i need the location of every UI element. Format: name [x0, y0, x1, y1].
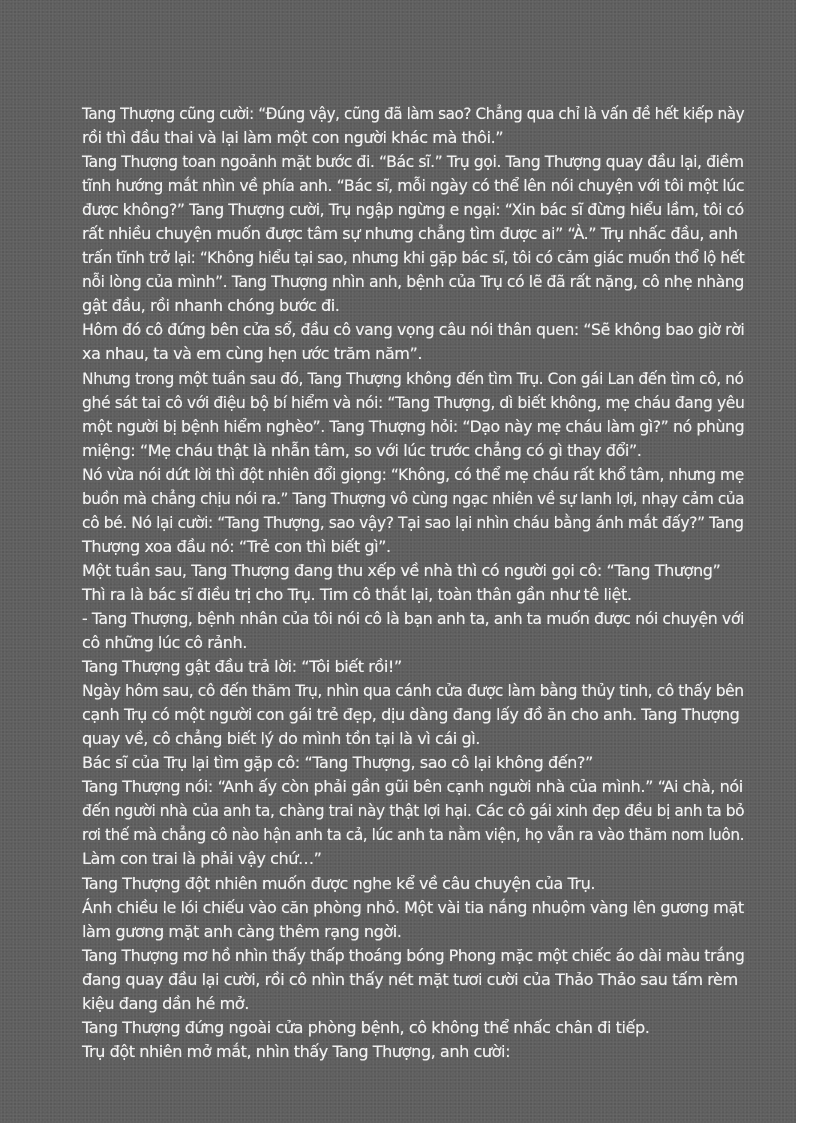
- text-line: miệng: “Mẹ cháu thật là nhẫn tâm, so với lúc trước chẳng có gì thay đổi”.: [82, 440, 642, 460]
- text-line: Tang Thượng đột nhiên muốn được nghe kể về câu chuyện của Trụ.: [82, 873, 596, 893]
- text-line: Bác sĩ của Trụ lại tìm gặp cô: “Tang Thượng, sao cô lại không đến?”: [82, 753, 593, 773]
- text-line: Tang Thượng cũng cười: “Đúng vậy, cũng đã làm sao? Chẳng qua chỉ là vấn đề hết kiếp này: [82, 104, 745, 123]
- text-line: Tang Thượng nói: “Anh ấy còn phải gần gũi bên cạnh người nhà của mình.” “Ai chà, nói: [82, 777, 743, 797]
- text-line: được không?” Tang Thượng cười, Trụ ngập ngừng e ngại: “Xin bác sĩ đừng hiểu lầm, tôi có: [82, 200, 744, 220]
- page-margin: [796, 0, 816, 1123]
- text-line: Thượng xoa đầu nó: “Trẻ con thì biết gì”.: [82, 536, 391, 556]
- text-line: rất nhiều chuyện muốn được tâm sự nhưng chẳng tìm được ai” “À.” Trụ nhấc đầu, anh: [82, 224, 738, 244]
- text-line: nỗi lòng của mình”. Tang Thượng nhìn anh, bệnh của Trụ có lẽ đã rất nặng, cô nhẹ nhàng: [82, 272, 744, 292]
- text-line: Thì ra là bác sĩ điều trị cho Trụ. Tim cô thắt lại, toàn thân gần như tê liệt.: [82, 584, 632, 604]
- text-line: Tang Thượng toan ngoảnh mặt bước đi. “Bác sĩ.” Trụ gọi. Tang Thượng quay đầu lại, điềm: [82, 152, 744, 172]
- text-line: Làm con trai là phải vậy chứ…”: [82, 849, 322, 869]
- text-line: làm gương mặt anh càng thêm rạng ngời.: [82, 921, 402, 941]
- text-line: tĩnh hướng mắt nhìn về phía anh. “Bác sĩ, mỗi ngày có thể lên nói chuyện với tôi một lúc: [82, 176, 745, 196]
- text-line: Tang Thượng đứng ngoài cửa phòng bệnh, cô không thể nhấc chân đi tiếp.: [82, 1017, 650, 1037]
- text-line: rơi thế mà chẳng cô nào hận anh ta cả, lúc anh ta nằm viện, họ vẫn ra vào thăm nom luôn.: [82, 825, 745, 845]
- text-line: cô bé. Nó lại cười: “Tang Thượng, sao vậy? Tại sao lại nhìn cháu bằng ánh mắt đấy?” Tang: [82, 512, 744, 532]
- text-line: Tang Thượng gật đầu trả lời: “Tôi biết rồi!”: [82, 657, 402, 677]
- text-line: buồn mà chẳng chịu nói ra.” Tang Thượng vô cùng ngạc nhiên về sự lanh lợi, nhạy cảm của: [82, 488, 745, 508]
- text-line: đang quay đầu lại cười, rồi cô nhìn thấy nét mặt tươi cười của Thảo Thảo sau tấm rèm: [82, 969, 738, 989]
- text-line: Nhưng trong một tuần sau đó, Tang Thượng không đến tìm Trụ. Con gái Lan đến tìm cô, nó: [82, 368, 744, 388]
- story-text: [82, 102, 745, 1064]
- text-line: xa nhau, ta và em cùng hẹn ước trăm năm”.: [82, 344, 423, 364]
- text-line: Ngày hôm sau, cô đến thăm Trụ, nhìn qua cánh cửa được làm bằng thủy tinh, cô thấy bên: [82, 681, 744, 701]
- text-line: rồi thì đầu thai và lại làm một con người khác mà thôi.”: [82, 128, 504, 148]
- text-line: Nó vừa nói dứt lời thì đột nhiên đổi giọng: “Không, có thể mẹ cháu rất khổ tâm, nhưng mẹ: [82, 464, 744, 484]
- text-line: Trụ đột nhiên mở mắt, nhìn thấy Tang Thượng, anh cười:: [82, 1041, 511, 1061]
- text-line: Hôm đó cô đứng bên cửa sổ, đầu cô vang vọng câu nói thân quen: “Sẽ không bao giờ rời: [82, 320, 745, 340]
- text-line: gật đầu, rồi nhanh chóng bước đi.: [82, 296, 340, 316]
- text-line: cô những lúc cô rảnh.: [82, 633, 247, 653]
- text-line: cạnh Trụ có một người con gái trẻ đẹp, dịu dàng đang lấy đồ ăn cho anh. Tang Thượng: [82, 705, 740, 725]
- text-line: Ánh chiều le lói chiếu vào căn phòng nhỏ. Một vài tia nắng nhuộm vàng lên gương mặt: [82, 897, 744, 917]
- text-line: Tang Thượng mơ hồ nhìn thấy thấp thoáng bóng Phong mặc một chiếc áo dài màu trắng: [82, 945, 745, 965]
- text-line: kiệu đang dần hé mở.: [82, 993, 249, 1013]
- text-line: - Tang Thượng, bệnh nhân của tôi nói cô là bạn anh ta, anh ta muốn được nói chuyện với: [82, 608, 744, 628]
- text-line: một người bị bệnh hiểm nghèo”. Tang Thượng hỏi: “Dạo này mẹ cháu làm gì?” nó phùng: [82, 416, 745, 436]
- text-line: trấn tĩnh trở lại: “Không hiểu tại sao, nhưng khi gặp bác sĩ, tôi có cảm giác muốn thổ lộ hết: [82, 248, 745, 268]
- text-line: Một tuần sau, Tang Thượng đang thu xếp về nhà thì có người gọi cô: “Tang Thượng”: [82, 560, 721, 580]
- text-line: ghé sát tai cô với điệu bộ bí hiểm và nói: “Tang Thượng, dì biết không, mẹ cháu đang yêu: [82, 392, 745, 412]
- text-line: đến người nhà của anh ta, chàng trai này thật lợi hại. Các cô gái xinh đẹp đều bị anh ta bỏ: [82, 801, 745, 821]
- text-line: quay về, cô chẳng biết lý do mình tồn tại là vì cái gì.: [82, 729, 480, 749]
